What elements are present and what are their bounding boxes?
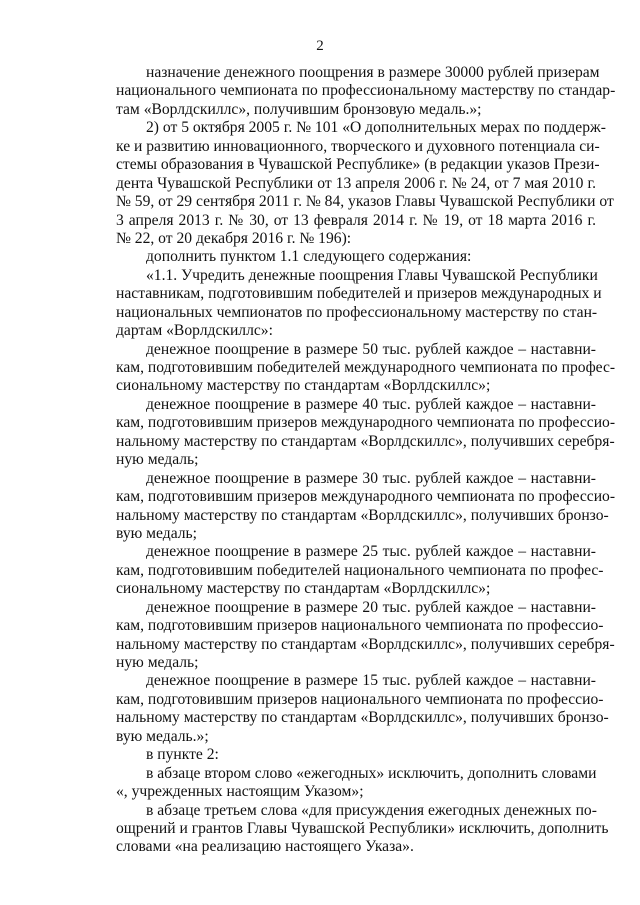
text-line: вую медаль.»;: [116, 727, 209, 745]
text-line: дартам «Ворлдскиллс»:: [116, 322, 273, 340]
text-line: ную медаль;: [116, 654, 199, 671]
text-line: в абзаце втором слово «ежегодных» исключить, дополнить словами: [146, 764, 597, 782]
text-line: в пункте 2:: [146, 746, 219, 764]
text-line: нальному мастерству по стандартам «Ворлдскиллс», получивших серебря-: [116, 635, 615, 653]
text-line: ке и развитию инновационного, творческого и духовного потенциала си-: [116, 137, 600, 155]
text-line: денежное поощрение в размере 20 тыс. рублей каждое – наставни-: [146, 598, 596, 616]
text-line: сиональному мастерству по стандартам «Ворлдскиллс»;: [116, 580, 491, 598]
text-line: 3 апреля 2013 г. № 30, от 13 февраля 2014 г. № 19, от 18 марта 2016 г.: [116, 211, 596, 229]
text-line: «1.1. Учредить денежные поощрения Главы Чувашской Республики: [146, 266, 598, 284]
text-line: дополнить пунктом 1.1 следующего содержания:: [146, 248, 472, 266]
text-line: дента Чувашской Республики от 13 апреля 2006 г. № 24, от 7 мая 2010 г.: [116, 174, 596, 192]
text-line: ную медаль;: [116, 451, 199, 469]
text-line: денежное поощрение в размере 15 тыс. рублей каждое – наставни-: [146, 672, 596, 690]
text-line: вую медаль;: [116, 524, 197, 542]
document-body: [116, 64, 616, 857]
text-line: кам, подготовившим призеров национального чемпионата по профессио-: [116, 617, 604, 635]
text-line: кам, подготовившим призеров международного чемпионата по профессио-: [116, 488, 616, 506]
text-line: «, учрежденных настоящим Указом»;: [116, 783, 364, 801]
text-line: денежное поощрение в размере 40 тыс. рублей каждое – наставни-: [146, 395, 596, 413]
text-line: кам, подготовившим победителей международного чемпионата по профес-: [116, 359, 616, 376]
text-line: кам, подготовившим победителей национального чемпионата по профес-: [116, 561, 604, 579]
text-line: денежное поощрение в размере 30 тыс. рублей каждое – наставни-: [146, 469, 596, 487]
text-line: нальному мастерству по стандартам «Ворлдскиллс», получивших бронзо-: [116, 506, 609, 524]
text-line: денежное поощрение в размере 50 тыс. рублей каждое – наставни-: [146, 340, 596, 358]
text-line: стемы образования в Чувашской Республике» (в редакции указов Прези-: [116, 156, 600, 174]
text-line: национальных чемпионатов по профессиональному мастерству по стан-: [116, 303, 598, 321]
text-line: нальному мастерству по стандартам «Ворлдскиллс», получивших бронзо-: [116, 709, 609, 727]
text-line: № 59, от 29 сентября 2011 г. № 84, указов Главы Чувашской Республики от: [116, 193, 614, 211]
text-line: нальному мастерству по стандартам «Ворлдскиллс», получивших серебря-: [116, 432, 615, 450]
text-line: назначение денежного поощрения в размере 30000 рублей призерам: [146, 64, 600, 81]
page-number: 2: [316, 38, 324, 54]
text-line: № 22, от 20 декабря 2016 г. № 196):: [116, 229, 352, 247]
text-line: денежное поощрение в размере 25 тыс. рублей каждое – наставни-: [146, 543, 596, 561]
text-line: ощрений и грантов Главы Чувашской Республики» исключить, дополнить: [116, 819, 609, 837]
text-line: там «Ворлдскиллс», получившим бронзовую медаль.»;: [116, 100, 482, 118]
text-line: кам, подготовившим призеров международного чемпионата по профессио-: [116, 414, 616, 432]
text-line: кам, подготовившим призеров национального чемпионата по профессио-: [116, 690, 604, 708]
text-line: наставникам, подготовившим победителей и призеров международных и: [116, 285, 602, 303]
text-line: национального чемпионата по профессиональному мастерству по стандар-: [116, 82, 616, 100]
text-line: 2) от 5 октября 2005 г. № 101 «О дополнительных мерах по поддерж-: [146, 119, 606, 137]
text-line: в абзаце третьем слова «для присуждения ежегодных денежных по-: [146, 801, 597, 819]
text-line: сиональному мастерству по стандартам «Ворлдскиллс»;: [116, 377, 491, 395]
text-line: словами «на реализацию настоящего Указа».: [116, 838, 414, 856]
